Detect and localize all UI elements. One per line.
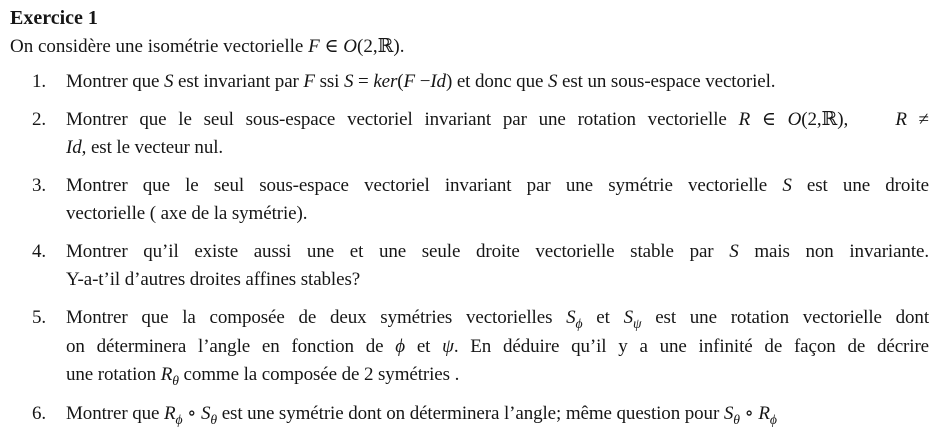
question-number: 3. [32, 175, 47, 196]
intro-text: On considère une isométrie vectorielle F ∈ O(2,ℝ). [10, 36, 405, 57]
question-text-line: Montrer que le seul sous-espace vectoriel invariant par une symétrie vectorielle S est une droite [66, 175, 929, 196]
question-item-6 [10, 400, 929, 429]
question-text-line: Montrer que S est invariant par F ssi S = ker(F −Id) et donc que S est un sous-espace vectoriel. [66, 71, 776, 92]
question-text-line: on déterminera l’angle en fonction de ϕ et ψ. En déduire qu’il y a une infinité de façon de décrire [66, 336, 930, 357]
question-item-4 [10, 238, 929, 294]
question-text-line: Montrer que le seul sous-espace vectoriel invariant par une rotation vectorielle R ∈ O(2,ℝ), R ≠ [66, 109, 929, 130]
question-number: 1. [32, 71, 47, 92]
question-item-1 [10, 68, 929, 96]
question-text-line: une rotation $R_\theta$ comme la composée de 2 symétries . [66, 364, 460, 388]
question-text-line: Id, est le vecteur nul. [66, 137, 224, 158]
question-item-2 [10, 106, 929, 162]
question-text-line: Y-a-t’il d’autres droites affines stables? [66, 269, 361, 290]
question-list [10, 68, 929, 429]
question-text-line: vectorielle ( axe de la symétrie). [66, 203, 308, 224]
question-item-5 [10, 304, 929, 390]
exercise-title: Exercice 1 [10, 7, 98, 29]
question-item-3 [10, 172, 929, 228]
question-text-line: Montrer qu’il existe aussi une et une seule droite vectorielle stable par S mais non invariante. [66, 241, 929, 262]
question-number: 2. [32, 109, 47, 130]
question-text-line: Montrer que la composée de deux symétries vectorielles $S_\phi$ et $S_\psi$ est une rotation vectorielle dont [66, 307, 929, 331]
question-number: 4. [32, 241, 47, 262]
question-number: 5. [32, 307, 47, 328]
question-text-line: Montrer que $R_\phi$ ∘ $S_\theta$ est une symétrie dont on déterminera l’angle; même question pour $S_\theta$ ∘ $R_\phi$ [66, 403, 777, 427]
question-number: 6. [32, 403, 47, 424]
